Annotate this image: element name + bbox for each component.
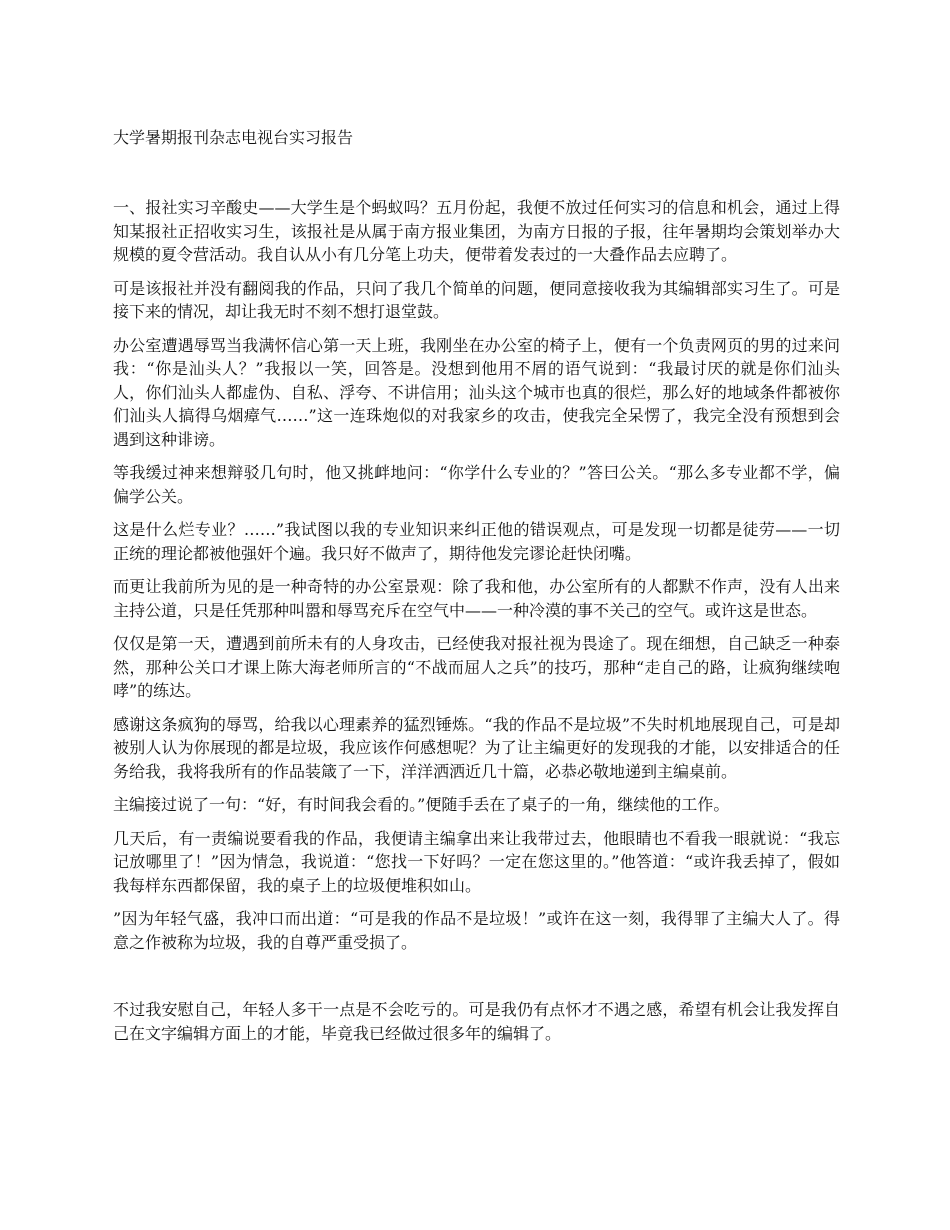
document-body xyxy=(113,196,840,1055)
paragraph-8: 感谢这条疯狗的辱骂，给我以心理素养的猛烈锤炼。“我的作品不是垃圾”不失时机地展现自己，可是却被别人认为你展现的都是垃圾，我应该作何感想呢？为了让主编更好的发现我的才能，以安排适合的任务给我，我将我所有的作品装箴了一下，洋洋洒洒近几十篇，必恭必敬地递到主编桌前。 xyxy=(113,714,840,781)
paragraph-5: 这是什么烂专业？……”我试图以我的专业知识来纠正他的错误观点，可是发现一切都是徒劳——一切正统的理论都被他强奸个遍。我只好不做声了，期待他发完谬论赶快闭嘴。 xyxy=(113,520,840,563)
paragraph-4: 等我缓过神来想辩驳几句时，他又挑衅地问：“你学什么专业的？”答曰公关。“那么多专业都不学，偏偏学公关。 xyxy=(113,463,840,506)
document-title: 大学暑期报刊杂志电视台实习报告 xyxy=(113,128,354,147)
paragraph-2: 可是该报社并没有翻阅我的作品，只问了我几个简单的问题，便同意接收我为其编辑部实习生了。可是接下来的情况，却让我无时不刻不想打退堂鼓。 xyxy=(113,278,840,321)
paragraph-10: 几天后，有一责编说要看我的作品，我便请主编拿出来让我带过去，他眼睛也不看我一眼就说：“我忘记放哪里了！”因为情急，我说道：“您找一下好吗？一定在您这里的。”他答道：“或许我丢掉了，假如我每样东西都保留，我的桌子上的垃圾便堆积如山。 xyxy=(113,828,840,895)
paragraph-3: 办公室遭遇辱骂当我满怀信心第一天上班，我刚坐在办公室的椅子上，便有一个负责网页的男的过来问我：“你是汕头人？”我报以一笑，回答是。没想到他用不屑的语气说到：“我最讨厌的就是你们汕头人，你们汕头人都虚伪、自私、浮夸、不讲信用；汕头这个城市也真的很烂，那么好的地域条件都被你们汕头人搞得乌烟瘴气……”这一连珠炮似的对我家乡的攻击，使我完全呆愣了，我完全没有预想到会遇到这种诽谤。 xyxy=(113,335,840,449)
paragraph-9: 主编接过说了一句：“好，有时间我会看的。”便随手丢在了桌子的一角，继续他的工作。 xyxy=(113,795,730,814)
paragraph-11: ”因为年轻气盛，我冲口而出道：“可是我的作品不是垃圾！”或许在这一刻，我得罪了主编大人了。得意之作被称为垃圾，我的自尊严重受损了。 xyxy=(113,909,840,952)
paragraph-1: 一、报社实习辛酸史——大学生是个蚂蚁吗？五月份起，我便不放过任何实习的信息和机会，通过上得知某报社正招收实习生，该报社是从属于南方报业集团，为南方日报的子报，往年暑期均会策划举办大规模的夏令营活动。我自认从小有几分笔上功夫，便带着发表过的一大叠作品去应聘了。 xyxy=(113,198,840,264)
paragraph-12: 不过我安慰自己，年轻人多干一点是不会吃亏的。可是我仍有点怀才不遇之感，希望有机会让我发挥自己在文字编辑方面上的才能，毕竟我已经做过很多年的编辑了。 xyxy=(113,1000,840,1043)
paragraph-7: 仅仅是第一天，遭遇到前所未有的人身攻击，已经使我对报社视为畏途了。现在细想，自己缺乏一种泰然，那种公关口才课上陈大海老师所言的“不战而屈人之兵”的技巧，那种“走自己的路，让疯狗继续咆哮”的练达。 xyxy=(113,634,840,700)
paragraph-6: 而更让我前所为见的是一种奇特的办公室景观：除了我和他，办公室所有的人都默不作声，没有人出来主持公道，只是任凭那种叫嚣和辱骂充斥在空气中——一种冷漠的事不关己的空气。或许这是世态。 xyxy=(113,577,840,620)
